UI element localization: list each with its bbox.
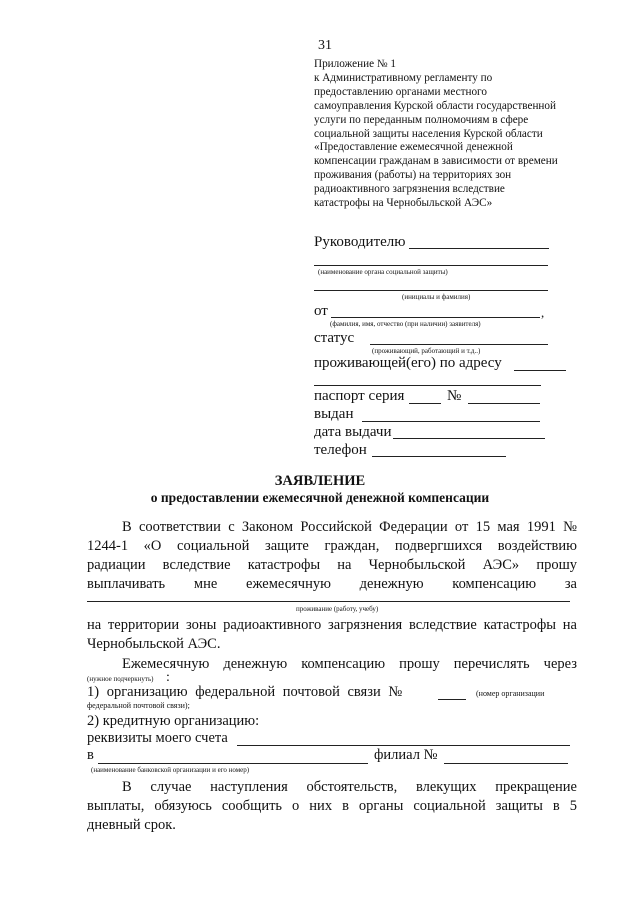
postal-number-line[interactable]	[438, 699, 466, 700]
paragraph-line: выплаты, обязуюсь сообщить о них в органы социальной защиты в 5	[87, 798, 577, 814]
paragraph-line: выплачивать мне ежемесячную денежную компенсацию за	[87, 576, 577, 592]
address-label: проживающей(его) по адресу	[314, 355, 502, 371]
residence-caption: проживание (работу, учебу)	[296, 605, 379, 613]
recipient-org-caption: (наименование органа социальной защиты)	[318, 268, 448, 276]
issue-date-label: дата выдачи	[314, 424, 392, 440]
status-line[interactable]	[370, 344, 548, 345]
recipient-name-line[interactable]	[409, 248, 549, 249]
bank-prefix: в	[87, 747, 94, 763]
appendix-line: самоуправления Курской области государственной	[314, 99, 556, 112]
issue-date-line[interactable]	[393, 438, 545, 439]
choose-caption: (нужное подчеркнуть)	[87, 675, 154, 683]
branch-number-line[interactable]	[444, 763, 568, 764]
from-label: от	[314, 303, 328, 319]
from-caption: (фамилия, имя, отчество (при наличии) заявителя)	[330, 320, 481, 328]
option-bank: 2) кредитную организацию:	[87, 713, 260, 729]
residence-line[interactable]	[87, 601, 570, 602]
passport-series-line[interactable]	[409, 403, 441, 404]
status-label: статус	[314, 330, 355, 346]
paragraph-line: 1244-1 «О социальной защите граждан, подвергшихся воздействию	[87, 538, 577, 554]
appendix-line: предоставлению органами местного	[314, 85, 487, 98]
branch-label: филиал №	[374, 747, 438, 763]
phone-label: телефон	[314, 442, 367, 458]
paragraph-line: В соответствии с Законом Российской Федерации от 15 мая 1991 №	[122, 519, 577, 535]
page-number: 31	[318, 38, 332, 53]
appendix-line: услуги по переданным полномочиям в сфере	[314, 113, 529, 126]
phone-line[interactable]	[372, 456, 506, 457]
issued-label: выдан	[314, 406, 354, 422]
account-label: реквизиты моего счета	[87, 730, 228, 746]
choose-colon: :	[166, 670, 170, 685]
document-subtitle: о предоставлении ежемесячной денежной компенсации	[150, 490, 490, 505]
appendix-line: радиоактивного загрязнения вследствие	[314, 183, 505, 196]
passport-number-line[interactable]	[468, 403, 540, 404]
postal-number-caption-2: федеральной почтовой связи);	[87, 701, 190, 710]
status-caption: (проживающий, работающий и т.д..)	[372, 347, 481, 355]
passport-number-label: №	[447, 388, 462, 404]
paragraph-line: дневный срок.	[87, 817, 176, 833]
paragraph-line: В случае наступления обстоятельств, влекущих прекращение	[122, 779, 577, 795]
passport-series-label: паспорт серия	[314, 388, 405, 404]
from-line[interactable]	[331, 317, 540, 318]
appendix-line: социальной защиты населения Курской области	[314, 127, 543, 140]
paragraph-4	[87, 778, 577, 835]
from-comma: ,	[541, 305, 545, 320]
appendix-line: компенсации гражданам в зависимости от времени	[314, 155, 558, 168]
appendix-block	[314, 58, 558, 211]
option-postal: 1) организацию федеральной почтовой связи №	[87, 684, 403, 700]
address-line-1[interactable]	[514, 370, 566, 371]
paragraph-2	[87, 616, 577, 654]
paragraph-line: Ежемесячную денежную компенсацию прошу перечислять через	[122, 656, 577, 672]
paragraph-3	[122, 655, 577, 674]
appendix-line: Приложение № 1	[314, 58, 396, 70]
bank-caption: (наименование банковской организации и его номер)	[91, 766, 250, 774]
postal-number-caption: (номер организации	[476, 689, 545, 698]
issued-line[interactable]	[362, 421, 540, 422]
recipient-label: Руководителю	[314, 234, 406, 250]
paragraph-1	[87, 518, 577, 594]
appendix-line: «Предоставление ежемесячной денежной	[314, 141, 513, 154]
initials-line[interactable]	[314, 290, 548, 291]
address-line-2[interactable]	[314, 385, 541, 386]
account-line[interactable]	[237, 745, 570, 746]
appendix-line: к Административному регламенту по	[314, 71, 493, 84]
appendix-line: катастрофы на Чернобыльской АЭС»	[314, 197, 493, 210]
recipient-org-line[interactable]	[314, 265, 548, 266]
document-title: ЗАЯВЛЕНИЕ	[274, 473, 366, 489]
appendix-line: проживания (работы) на территориях зон	[314, 169, 512, 182]
bank-name-line[interactable]	[98, 763, 368, 764]
paragraph-line: радиации вследствие катастрофы на Чернобыльской АЭС» прошу	[87, 557, 577, 573]
paragraph-line: на территории зоны радиоактивного загрязнения вследствие катастрофы на	[87, 617, 577, 633]
initials-caption: (инициалы и фамилия)	[402, 293, 471, 301]
paragraph-line: Чернобыльской АЭС.	[87, 636, 221, 652]
